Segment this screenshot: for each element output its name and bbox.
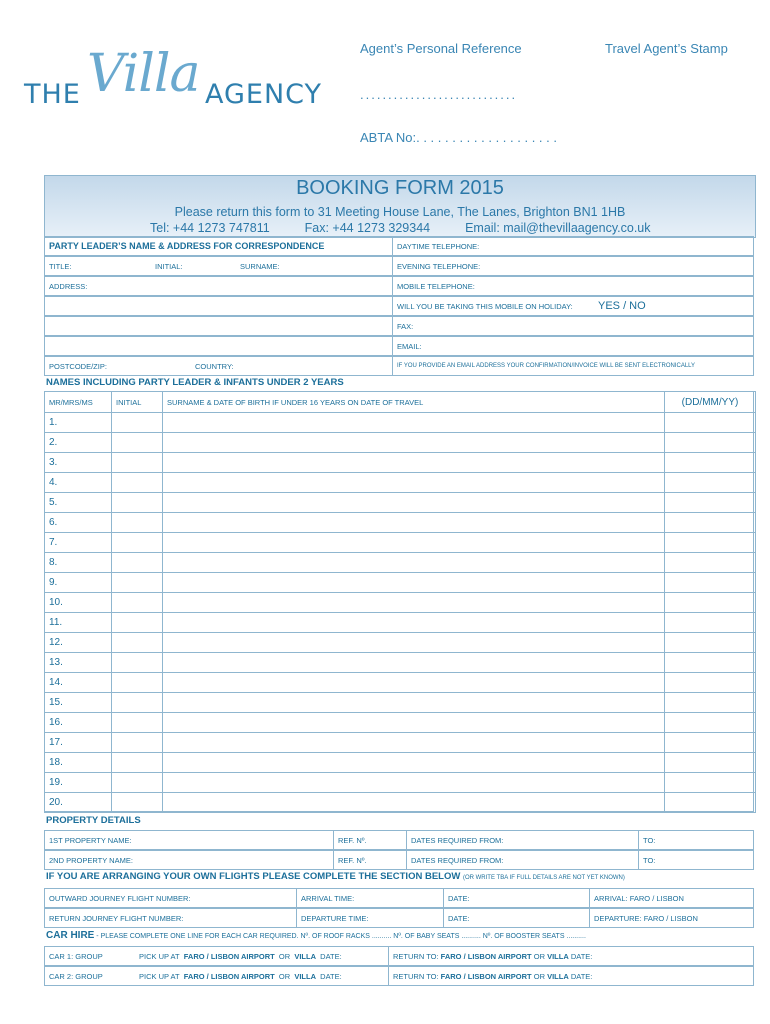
- name-row-initial[interactable]: [111, 512, 163, 533]
- title-label: TITLE:: [49, 261, 72, 271]
- car-1-return-or: OR: [533, 951, 545, 961]
- postcode-label: POSTCODE/ZIP:: [49, 361, 107, 371]
- evening-telephone-label: EVENING TELEPHONE:: [397, 261, 481, 271]
- car-1-label: CAR 1: GROUP: [49, 951, 103, 961]
- name-row-date[interactable]: [664, 752, 756, 773]
- name-row-surname[interactable]: [162, 412, 665, 433]
- car-1-return-airport: FARO / LISBON AIRPORT: [440, 951, 532, 961]
- form-title: BOOKING FORM 2015: [296, 177, 504, 199]
- car-2-pickup-date: DATE:: [320, 971, 342, 981]
- departure-airport-field[interactable]: [589, 908, 754, 928]
- logo-the: THE: [24, 79, 81, 110]
- second-to-field[interactable]: [638, 850, 754, 870]
- abta-number-field[interactable]: ABTA No:. . . . . . . . . . . . . . . . . . . .: [360, 130, 557, 145]
- postcode-field[interactable]: [44, 356, 393, 376]
- name-row-number[interactable]: 2.: [44, 432, 112, 453]
- flights-heading-text: IF YOU ARE ARRANGING YOUR OWN FLIGHTS PLEASE COMPLETE THE SECTION BELOW: [46, 871, 461, 882]
- evening-telephone-field[interactable]: [392, 256, 754, 276]
- flights-heading: [46, 871, 625, 882]
- logo-villa: Villa: [87, 44, 200, 104]
- col-title-label: MR/MRS/MS: [49, 397, 93, 407]
- name-row-surname[interactable]: [162, 452, 665, 473]
- name-row-date[interactable]: [664, 472, 756, 493]
- name-row-initial[interactable]: [111, 692, 163, 713]
- name-row-date[interactable]: [664, 592, 756, 613]
- reference-dots[interactable]: ............................: [360, 87, 518, 102]
- name-row-number[interactable]: 3.: [44, 452, 112, 473]
- name-row-surname[interactable]: [162, 432, 665, 453]
- names-table: [44, 391, 754, 812]
- name-row-number[interactable]: 11.: [44, 612, 112, 633]
- car-2-label: CAR 2: GROUP: [49, 971, 103, 981]
- second-property-field[interactable]: [44, 850, 334, 870]
- name-row-date[interactable]: [664, 652, 756, 673]
- name-row-initial[interactable]: [111, 412, 163, 433]
- name-row-number[interactable]: 6.: [44, 512, 112, 533]
- name-row-initial[interactable]: [111, 752, 163, 773]
- return-address: Please return this form to 31 Meeting House Lane, The Lanes, Brighton BN1 1HB: [174, 205, 626, 219]
- name-row-date[interactable]: [664, 672, 756, 693]
- name-row-initial[interactable]: [111, 552, 163, 573]
- car-2-return-villa: VILLA: [547, 971, 569, 981]
- name-row-date[interactable]: [664, 572, 756, 593]
- second-ref-field[interactable]: [333, 850, 407, 870]
- car-2-pickup-field[interactable]: [44, 966, 389, 986]
- first-to-label: TO:: [643, 835, 656, 845]
- car-2-return-date: DATE:: [570, 971, 593, 981]
- name-row-surname[interactable]: [162, 512, 665, 533]
- name-row-number[interactable]: 9.: [44, 572, 112, 593]
- name-row-date[interactable]: [664, 432, 756, 453]
- mobile-on-holiday-label: WILL YOU BE TAKING THIS MOBILE ON HOLIDAY:: [397, 301, 573, 311]
- agent-reference-label: Agent’s Personal Reference: [360, 41, 522, 56]
- name-row-surname[interactable]: [162, 472, 665, 493]
- col-date-header: [664, 391, 756, 413]
- email: Email: mail@thevillaagency.co.uk: [465, 221, 651, 235]
- name-row-surname[interactable]: [162, 652, 665, 673]
- name-row-number[interactable]: 19.: [44, 772, 112, 793]
- travel-agent-stamp-label: Travel Agent’s Stamp: [605, 41, 728, 56]
- outward-date-label: DATE:: [448, 893, 470, 903]
- car-1-return-villa: VILLA: [547, 951, 569, 961]
- title-field[interactable]: [44, 256, 393, 276]
- name-row-number[interactable]: 13.: [44, 652, 112, 673]
- name-row-date[interactable]: [664, 772, 756, 793]
- contact-line: [150, 221, 755, 235]
- arrival-time-field[interactable]: [296, 888, 444, 908]
- car-2-pickup: [139, 972, 342, 981]
- name-row-initial[interactable]: [111, 732, 163, 753]
- col-date-label: (DD/MM/YY): [681, 396, 739, 408]
- name-row-surname[interactable]: [162, 632, 665, 653]
- address-field[interactable]: [44, 276, 393, 296]
- email-field[interactable]: [392, 336, 754, 356]
- second-dates-label: DATES REQUIRED FROM:: [411, 855, 504, 865]
- name-row-initial[interactable]: [111, 612, 163, 633]
- name-row-number[interactable]: 1.: [44, 412, 112, 433]
- daytime-telephone-field[interactable]: [392, 236, 754, 256]
- name-row-surname[interactable]: [162, 612, 665, 633]
- name-row-number[interactable]: 20.: [44, 792, 112, 813]
- name-row-date[interactable]: [664, 492, 756, 513]
- name-row-surname[interactable]: [162, 672, 665, 693]
- col-initial-label: INITIAL: [116, 397, 142, 407]
- first-property-field[interactable]: [44, 830, 334, 850]
- address-label: ADDRESS:: [49, 281, 88, 291]
- outward-flight-label: OUTWARD JOURNEY FLIGHT NUMBER:: [49, 893, 191, 903]
- name-row-number[interactable]: 18.: [44, 752, 112, 773]
- name-row-initial[interactable]: [111, 492, 163, 513]
- first-dates-field[interactable]: [406, 830, 639, 850]
- name-row-date[interactable]: [664, 692, 756, 713]
- name-row-date[interactable]: [664, 552, 756, 573]
- address-line-2[interactable]: [44, 296, 393, 316]
- name-row-number[interactable]: 5.: [44, 492, 112, 513]
- col-surname-label: SURNAME & DATE OF BIRTH IF UNDER 16 YEARS ON DATE OF TRAVEL: [167, 397, 424, 407]
- name-row-surname[interactable]: [162, 732, 665, 753]
- departure-time-field[interactable]: [296, 908, 444, 928]
- col-initial-header: [111, 391, 163, 413]
- second-to-label: TO:: [643, 855, 656, 865]
- fax-field[interactable]: [392, 316, 754, 336]
- name-row-number[interactable]: 12.: [44, 632, 112, 653]
- car-1-pickup-or: OR: [278, 951, 291, 961]
- fax: Fax: +44 1273 329344: [304, 221, 431, 235]
- car-2-return-or: OR: [533, 971, 545, 981]
- logo-agency: AGENCY: [205, 79, 323, 110]
- first-ref-field[interactable]: [333, 830, 407, 850]
- first-property-label: 1ST PROPERTY NAME:: [49, 835, 132, 845]
- arrival-airport-label: ARRIVAL: FARO / LISBON: [594, 893, 684, 903]
- surname-label: SURNAME:: [240, 261, 280, 271]
- car-2-pickup-label: PICK UP AT: [139, 971, 180, 981]
- name-row-initial[interactable]: [111, 652, 163, 673]
- return-date-label: DATE:: [448, 913, 470, 923]
- car-hire-title: CAR HIRE: [46, 930, 95, 941]
- name-row-initial[interactable]: [111, 452, 163, 473]
- car-1-return-date: DATE:: [570, 951, 593, 961]
- name-row-number[interactable]: 10.: [44, 592, 112, 613]
- arrival-airport-field[interactable]: [589, 888, 754, 908]
- car-2-return-field[interactable]: [388, 966, 754, 986]
- mobile-telephone-label: MOBILE TELEPHONE:: [397, 281, 475, 291]
- first-to-field[interactable]: [638, 830, 754, 850]
- departure-time-label: DEPARTURE TIME:: [301, 913, 369, 923]
- name-row-initial[interactable]: [111, 672, 163, 693]
- col-surname-header: [162, 391, 665, 413]
- return-flight-field[interactable]: [44, 908, 297, 928]
- name-row-initial[interactable]: [111, 792, 163, 813]
- name-row-initial[interactable]: [111, 712, 163, 733]
- names-heading: NAMES INCLUDING PARTY LEADER & INFANTS UNDER 2 YEARS: [46, 377, 344, 388]
- col-title-header: [44, 391, 112, 413]
- car-2-pickup-or: OR: [278, 971, 291, 981]
- mobile-on-holiday-field[interactable]: [392, 296, 754, 316]
- name-row-number[interactable]: 16.: [44, 712, 112, 733]
- name-row-number[interactable]: 8.: [44, 552, 112, 573]
- name-row-surname[interactable]: [162, 532, 665, 553]
- second-dates-field[interactable]: [406, 850, 639, 870]
- car-1-pickup-date: DATE:: [320, 951, 342, 961]
- car-1-pickup: [139, 952, 342, 961]
- property-heading: PROPERTY DETAILS: [46, 815, 141, 826]
- name-row-initial[interactable]: [111, 432, 163, 453]
- return-flight-label: RETURN JOURNEY FLIGHT NUMBER:: [49, 913, 184, 923]
- car-2-return-label: RETURN TO:: [393, 971, 439, 981]
- fax-label: FAX:: [397, 321, 414, 331]
- return-date-field[interactable]: [443, 908, 590, 928]
- name-row-number[interactable]: 14.: [44, 672, 112, 693]
- party-leader-heading: PARTY LEADER’S NAME & ADDRESS FOR CORRESPONDENCE: [44, 236, 393, 256]
- outward-date-field[interactable]: [443, 888, 590, 908]
- name-row-date[interactable]: [664, 732, 756, 753]
- name-row-date[interactable]: [664, 612, 756, 633]
- car-1-pickup-villa: VILLA: [294, 951, 316, 961]
- name-row-initial[interactable]: [111, 532, 163, 553]
- car-hire-note: - PLEASE COMPLETE ONE LINE FOR EACH CAR REQUIRED. Nº. OF ROOF RACKS .......... Nº. OF BABY SEATS .......... Nº. OF BOOSTER SEATS ..........: [96, 933, 586, 940]
- car-1-pickup-label: PICK UP AT: [139, 951, 180, 961]
- car-1-pickup-field[interactable]: [44, 946, 389, 966]
- name-row-initial[interactable]: [111, 472, 163, 493]
- name-row-initial[interactable]: [111, 592, 163, 613]
- name-row-surname[interactable]: [162, 752, 665, 773]
- car-1-pickup-airport: FARO / LISBON AIRPORT: [183, 951, 275, 961]
- initial-label: INITIAL:: [155, 261, 183, 271]
- yes-no-option[interactable]: YES / NO: [598, 300, 646, 312]
- name-row-surname[interactable]: [162, 792, 665, 813]
- email-note: [392, 356, 754, 376]
- name-row-surname[interactable]: [162, 572, 665, 593]
- name-row-date[interactable]: [664, 632, 756, 653]
- first-dates-label: DATES REQUIRED FROM:: [411, 835, 504, 845]
- car-1-return-field[interactable]: [388, 946, 754, 966]
- name-row-date[interactable]: [664, 792, 756, 813]
- outward-flight-field[interactable]: [44, 888, 297, 908]
- name-row-surname[interactable]: [162, 692, 665, 713]
- name-row-surname[interactable]: [162, 492, 665, 513]
- name-row-date[interactable]: [664, 512, 756, 533]
- name-row-surname[interactable]: [162, 772, 665, 793]
- car-2-pickup-airport: FARO / LISBON AIRPORT: [183, 971, 275, 981]
- name-row-date[interactable]: [664, 452, 756, 473]
- first-ref-label: REF. Nº.: [338, 835, 367, 845]
- arrival-time-label: ARRIVAL TIME:: [301, 893, 355, 903]
- name-row-number[interactable]: 17.: [44, 732, 112, 753]
- flights-note: (OR WRITE TBA IF FULL DETAILS ARE NOT YET KNOWN): [462, 875, 625, 881]
- banner-background: [45, 176, 755, 238]
- name-row-initial[interactable]: [111, 572, 163, 593]
- name-row-date[interactable]: [664, 712, 756, 733]
- country-label: COUNTRY:: [195, 361, 234, 371]
- name-row-date[interactable]: [664, 412, 756, 433]
- car-hire-heading: [46, 930, 586, 941]
- email-label: EMAIL:: [397, 341, 422, 351]
- address-line-4[interactable]: [44, 336, 393, 356]
- car-2-return-airport: FARO / LISBON AIRPORT: [440, 971, 532, 981]
- name-row-number[interactable]: 7.: [44, 532, 112, 553]
- departure-airport-label: DEPARTURE: FARO / LISBON: [594, 913, 698, 923]
- name-row-number[interactable]: 4.: [44, 472, 112, 493]
- mobile-telephone-field[interactable]: [392, 276, 754, 296]
- daytime-telephone-label: DAYTIME TELEPHONE:: [397, 241, 480, 251]
- second-ref-label: REF. Nº.: [338, 855, 367, 865]
- name-row-surname[interactable]: [162, 552, 665, 573]
- name-row-number[interactable]: 15.: [44, 692, 112, 713]
- name-row-initial[interactable]: [111, 632, 163, 653]
- email-note-text: IF YOU PROVIDE AN EMAIL ADDRESS YOUR CONFIRMATION/INVOICE WILL BE SENT ELECTRONICALLY: [397, 363, 696, 369]
- booking-banner: [44, 175, 756, 238]
- name-row-date[interactable]: [664, 532, 756, 553]
- name-row-surname[interactable]: [162, 712, 665, 733]
- car-2-pickup-villa: VILLA: [294, 971, 316, 981]
- second-property-label: 2ND PROPERTY NAME:: [49, 855, 133, 865]
- car-1-return-label: RETURN TO:: [393, 951, 439, 961]
- name-row-initial[interactable]: [111, 772, 163, 793]
- name-row-surname[interactable]: [162, 592, 665, 613]
- address-line-3[interactable]: [44, 316, 393, 336]
- telephone: Tel: +44 1273 747811: [150, 221, 270, 235]
